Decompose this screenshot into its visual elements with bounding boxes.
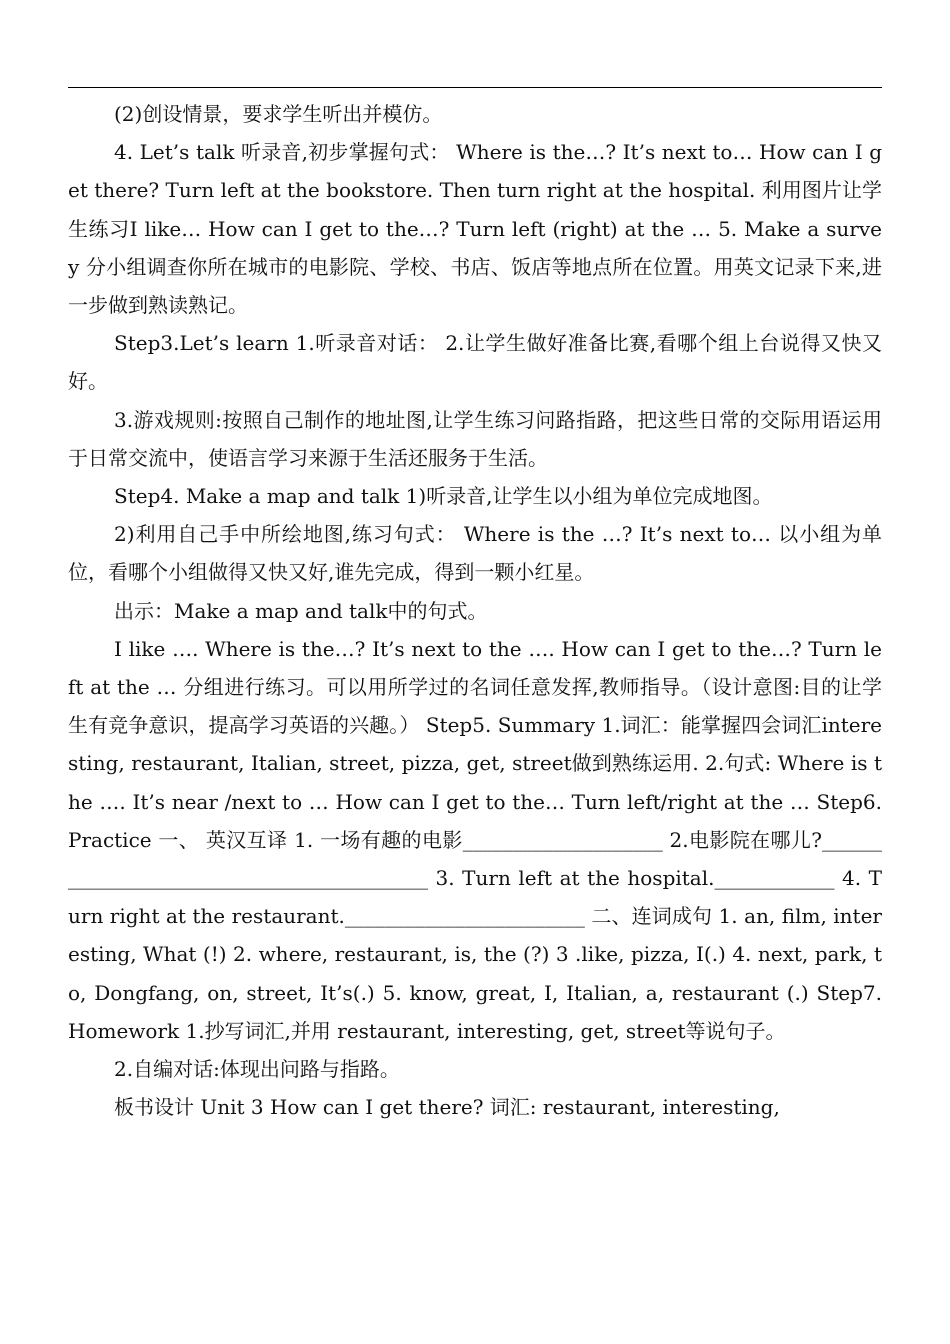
paragraph: (2)创设情景，要求学生听出并模仿。 — [114, 102, 443, 126]
lesson-plan-body — [68, 95, 882, 1126]
paragraph: 2)利用自己手中所绘地图,练习句式： Where is the …? It’s next to… 以小组为单位，看哪个小组做得又快又好,谁先完成，得到一颗小红星。 — [68, 522, 882, 585]
paragraph: 2.自编对话:体现出问路与指路。 — [114, 1057, 400, 1082]
paragraph: 4. Let’s talk 听录音,初步掌握句式： Where is the…? It’s next to… How can I get there? Turn left at the bookstore. Then turn right at the hospital. 利用图片让学生练习I like… How can I get to the…? Turn left (right) at the … 5. Make a survey 分小组调查你所在城市的电影院、学校、书店、饭店等地点所在位置。用英文记录下来,进一步做到熟读熟记。 — [68, 140, 882, 318]
paragraph: Step3.Let’s learn 1.听录音对话： 2.让学生做好准备比赛,看哪个组上台说得又快又好。 — [68, 331, 882, 394]
paragraph: 出示：Make a map and talk中的句式。 — [114, 598, 488, 623]
paragraph: 板书设计 Unit 3 How can I get there? 词汇: restaurant, interesting, — [114, 1095, 780, 1120]
paragraph: I like …. Where is the…? It’s next to the …. How can I get to the…? Turn left at the … 分组进行练习。可以用所学过的名词任意发挥,教师指导。（设计意图:目的让学生有竞争意识，提高学习英语的兴趣。） Step5. Summary 1.词汇：能掌握四会词汇interesting, restaurant, Italian, street, pizza, get, street做到熟练运用. 2.句式: Where is the …. It’s near /next to … How can I get to the… Turn left/right at the … Step6.Practice 一、 英汉互译 1. 一场有趣的电影____________________ 2.电影院在哪儿?__________________________________________ 3. Turn left at the hospital.____________ 4. Turn right at the restaurant.________________________ 二、连词成句 1. an, film, interesting, What (!) 2. where, restaurant, is, the (?) 3 .like, pizza, I(.) 4. next, park, to, Dongfang, on, street, It’s(.) 5. know, great, I, Italian, a, restaurant (.) Step7. Homework 1.抄写词汇,并用 restaurant, interesting, get, street等说句子。 — [68, 636, 882, 1043]
paragraph: 3.游戏规则:按照自己制作的地址图,让学生练习问路指路，把这些日常的交际用语运用于日常交流中，使语言学习来源于生活还服务于生活。 — [68, 407, 882, 470]
paragraph: Step4. Make a map and talk 1)听录音,让学生以小组为单位完成地图。 — [114, 484, 773, 509]
header-rule — [68, 87, 882, 88]
